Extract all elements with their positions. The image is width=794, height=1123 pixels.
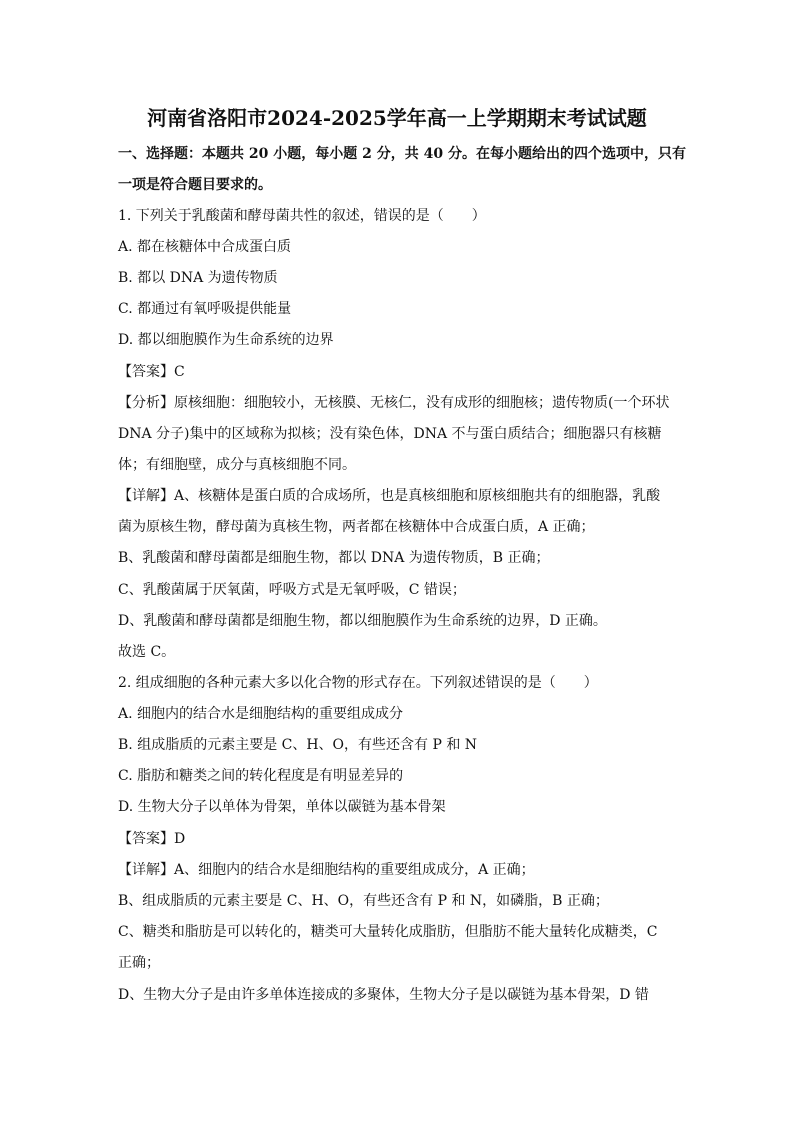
question-1-option-c: C. 都通过有氧呼吸提供能量 [118, 301, 292, 317]
question-2-stem: 2. 组成细胞的各种元素大多以化合物的形式存在。下列叙述错误的是（ ） [118, 675, 598, 691]
question-1-explanation-line-3: B、乳酸菌和酵母菌都是细胞生物，都以 DNA 为遗传物质，B 正确； [118, 550, 550, 566]
question-2-explanation-line-3: C、糖类和脂肪是可以转化的，糖类可大量转化成脂肪，但脂肪不能大量转化成糖类，C [118, 924, 658, 940]
question-1-option-d: D. 都以细胞膜作为生命系统的边界 [118, 332, 334, 348]
question-2-option-a: A. 细胞内的结合水是细胞结构的重要组成成分 [118, 706, 404, 722]
question-1-stem: 1. 下列关于乳酸菌和酵母菌共性的叙述，错误的是（ ） [118, 208, 486, 224]
section-heading-line-2: 一项是符合题目要求的。 [118, 177, 272, 193]
question-1-conclusion: 故选 C。 [118, 644, 176, 660]
question-2-explanation-line-5: D、生物大分子是由许多单体连接成的多聚体，生物大分子是以碳链为基本骨架，D 错 [118, 987, 649, 1003]
question-1-explanation-line-1: 【详解】A、核糖体是蛋白质的合成场所，也是真核细胞和原核细胞共有的细胞器，乳酸 [118, 488, 661, 504]
question-2-explanation-line-2: B、组成脂质的元素主要是 C、H、O，有些还含有 P 和 N，如磷脂，B 正确； [118, 893, 609, 909]
question-1-explanation-line-2: 菌为原核生物，酵母菌为真核生物，两者都在核糖体中合成蛋白质，A 正确； [118, 519, 595, 535]
question-2-explanation-line-4: 正确； [118, 955, 160, 971]
question-1-option-a: A. 都在核糖体中合成蛋白质 [118, 239, 292, 255]
question-2-option-d: D. 生物大分子以单体为骨架，单体以碳链为基本骨架 [118, 799, 446, 815]
section-heading-line-1: 一、选择题：本题共 20 小题，每小题 2 分，共 40 分。在每小题给出的四个选项中，只有 [118, 146, 686, 162]
question-1-option-b: B. 都以 DNA 为遗传物质 [118, 270, 278, 286]
question-2-option-b: B. 组成脂质的元素主要是 C、H、O，有些还含有 P 和 N [118, 737, 478, 753]
document-title: 河南省洛阳市2024-2025学年高一上学期期末考试试题 [147, 106, 647, 130]
question-2-explanation-line-1: 【详解】A、细胞内的结合水是细胞结构的重要组成成分，A 正确； [118, 862, 535, 878]
question-1-answer: 【答案】C [118, 364, 185, 380]
question-1-analysis-line-1: 【分析】原核细胞：细胞较小，无核膜、无核仁，没有成形的细胞核；遗传物质(一个环状 [118, 395, 670, 411]
question-2-option-c: C. 脂肪和糖类之间的转化程度是有明显差异的 [118, 768, 404, 784]
question-2-answer: 【答案】D [118, 831, 186, 847]
question-1-analysis-line-2: DNA 分子)集中的区域称为拟核；没有染色体，DNA 不与蛋白质结合；细胞器只有核糖 [118, 426, 662, 442]
question-1-explanation-line-5: D、乳酸菌和酵母菌都是细胞生物，都以细胞膜作为生命系统的边界，D 正确。 [118, 613, 607, 629]
question-1-explanation-line-4: C、乳酸菌属于厌氧菌，呼吸方式是无氧呼吸，C 错误； [118, 582, 466, 598]
question-1-analysis-line-3: 体；有细胞壁，成分与真核细胞不同。 [118, 457, 356, 473]
